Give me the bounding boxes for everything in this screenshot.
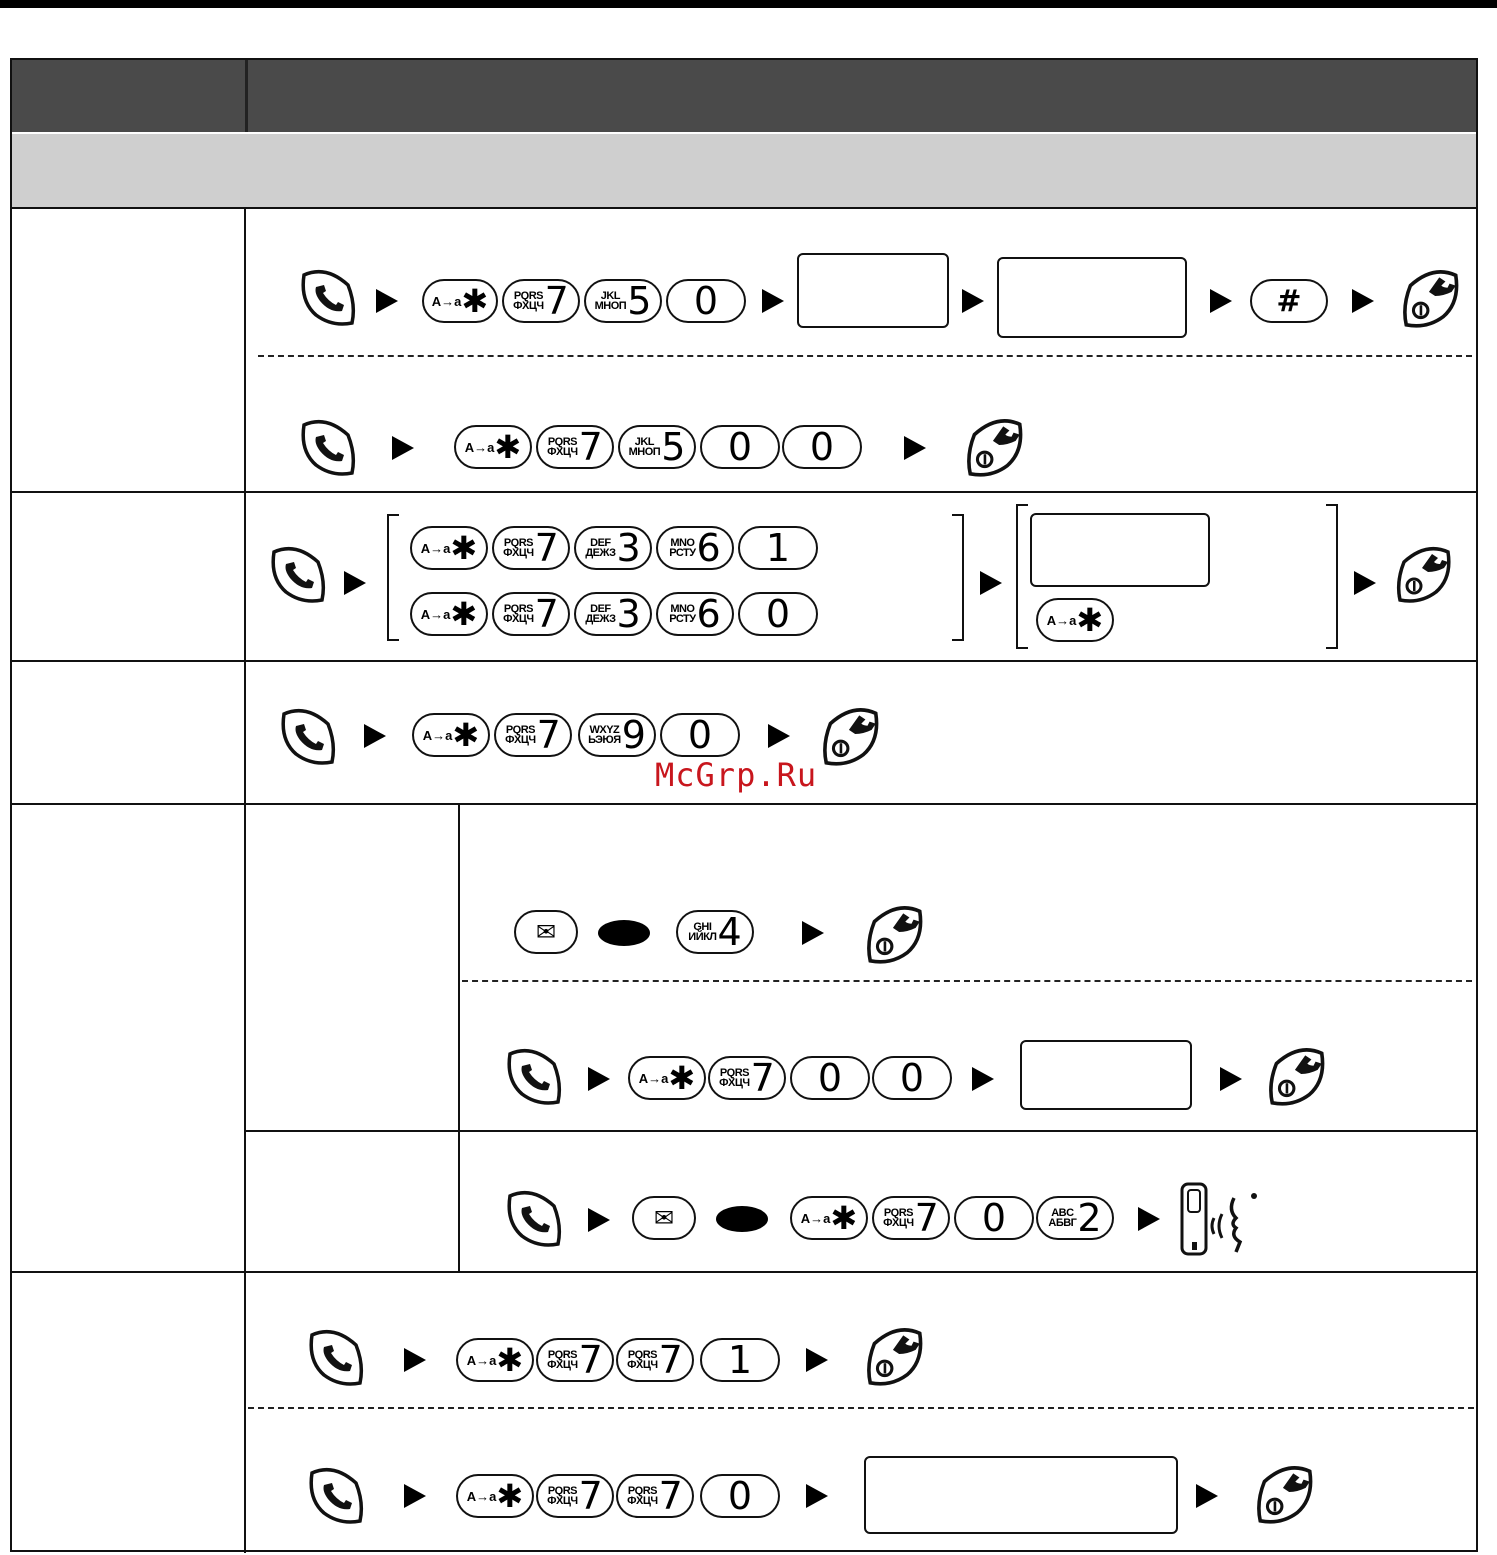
- key-6: MNO РСТУ 6: [656, 526, 734, 570]
- watermark: McGrp.Ru: [655, 756, 818, 794]
- key-0: 0: [738, 592, 818, 636]
- star-key: A→a ✱: [628, 1056, 706, 1100]
- arrow-icon: [1352, 289, 1374, 313]
- star-key: A→a ✱: [422, 279, 498, 323]
- offhook-icon: [502, 1044, 566, 1108]
- offhook-icon: [296, 265, 360, 329]
- arrow-icon: [588, 1067, 610, 1091]
- key-7: PQRS ФХЦЧ 7: [872, 1196, 950, 1240]
- header-divider: [245, 60, 248, 132]
- arrow-icon: [962, 289, 984, 313]
- bracket-left: [387, 514, 399, 641]
- offhook-icon: [266, 542, 330, 606]
- entry-box: [997, 257, 1187, 338]
- dashed-separator: [258, 355, 1472, 357]
- onhook-icon: [1398, 265, 1464, 331]
- star-key: A→a ✱: [454, 425, 532, 469]
- dot-icon: [716, 1206, 768, 1232]
- key-0: 0: [872, 1056, 952, 1100]
- dashed-separator: [462, 980, 1472, 982]
- key-0: 0: [954, 1196, 1034, 1240]
- key-0: 0: [782, 425, 862, 469]
- key-5: JKL МНОП 5: [618, 425, 696, 469]
- handset-voice-icon: [1170, 1180, 1280, 1260]
- arrow-icon: [806, 1348, 828, 1372]
- offhook-icon: [502, 1186, 566, 1250]
- key-3: DEF ДЕЖЗ 3: [574, 592, 652, 636]
- entry-box: [1030, 513, 1210, 587]
- key-7: PQRS ФХЦЧ 7: [536, 425, 614, 469]
- arrow-icon: [1354, 571, 1376, 595]
- column-divider: [244, 208, 246, 1553]
- key-7: PQRS ФХЦЧ 7: [502, 279, 580, 323]
- onhook-icon: [962, 414, 1028, 480]
- arrow-icon: [364, 724, 386, 748]
- offhook-icon: [296, 415, 360, 479]
- key-7: PQRS ФХЦЧ 7: [616, 1338, 694, 1382]
- arrow-icon: [904, 436, 926, 460]
- key-3: DEF ДЕЖЗ 3: [574, 526, 652, 570]
- bracket-right: [1326, 504, 1338, 649]
- arrow-icon: [806, 1484, 828, 1508]
- top-rule: [0, 0, 1497, 8]
- key-0: 0: [666, 279, 746, 323]
- row-divider: [10, 660, 1478, 662]
- key-0: 0: [790, 1056, 870, 1100]
- onhook-icon: [818, 703, 884, 769]
- arrow-icon: [392, 436, 414, 460]
- key-7: PQRS ФХЦЧ 7: [492, 592, 570, 636]
- row-divider: [10, 491, 1478, 493]
- arrow-icon: [376, 289, 398, 313]
- arrow-icon: [1196, 1484, 1218, 1508]
- bracket-left: [1016, 504, 1028, 649]
- star-key: A→a ✱: [410, 592, 488, 636]
- star-key: A→a ✱: [1036, 598, 1114, 642]
- key-7: PQRS ФХЦЧ 7: [536, 1338, 614, 1382]
- star-key: A→a ✱: [790, 1196, 868, 1240]
- arrow-icon: [768, 724, 790, 748]
- envelope-key-icon: ✉: [632, 1196, 696, 1240]
- bracket-right: [952, 514, 964, 641]
- onhook-icon: [862, 901, 928, 967]
- key-0: 0: [660, 713, 740, 757]
- key-7: PQRS ФХЦЧ 7: [536, 1474, 614, 1518]
- arrow-icon: [1138, 1207, 1160, 1231]
- dot-icon: [598, 920, 650, 946]
- key-7: PQRS ФХЦЧ 7: [492, 526, 570, 570]
- row-divider: [10, 207, 1478, 209]
- key-0: 0: [700, 425, 780, 469]
- procedure-table: [10, 58, 1478, 1552]
- arrow-icon: [1210, 289, 1232, 313]
- arrow-icon: [802, 921, 824, 945]
- key-5: JKL МНОП 5: [584, 279, 662, 323]
- onhook-icon: [862, 1323, 928, 1389]
- star-key: A→a ✱: [410, 526, 488, 570]
- key-4: GHI ИЙКЛ 4: [676, 910, 754, 954]
- entry-box: [864, 1456, 1178, 1534]
- table-header: [12, 60, 1476, 132]
- key-1: 1: [700, 1338, 780, 1382]
- section-header: [12, 134, 1476, 208]
- offhook-icon: [304, 1325, 368, 1389]
- star-key: A→a ✱: [412, 713, 490, 757]
- key-7: PQRS ФХЦЧ 7: [494, 713, 572, 757]
- key-2: ABC АБВГ 2: [1036, 1196, 1114, 1240]
- onhook-icon: [1252, 1461, 1318, 1527]
- hash-key: #: [1250, 279, 1328, 323]
- offhook-icon: [276, 704, 340, 768]
- star-key: A→a ✱: [456, 1474, 534, 1518]
- arrow-icon: [1220, 1067, 1242, 1091]
- column-divider: [458, 804, 460, 1271]
- arrow-icon: [980, 571, 1002, 595]
- arrow-icon: [404, 1348, 426, 1372]
- star-key: A→a ✱: [456, 1338, 534, 1382]
- arrow-icon: [344, 571, 366, 595]
- arrow-icon: [404, 1484, 426, 1508]
- entry-box: [1020, 1040, 1192, 1110]
- entry-box: [797, 253, 949, 328]
- key-6: MNO РСТУ 6: [656, 592, 734, 636]
- offhook-icon: [304, 1463, 368, 1527]
- onhook-icon: [1392, 542, 1456, 606]
- key-0: 0: [700, 1474, 780, 1518]
- key-1: 1: [738, 526, 818, 570]
- key-7: PQRS ФХЦЧ 7: [708, 1056, 786, 1100]
- arrow-icon: [588, 1208, 610, 1232]
- onhook-icon: [1264, 1043, 1330, 1109]
- row-divider: [10, 803, 1478, 805]
- key-7: PQRS ФХЦЧ 7: [616, 1474, 694, 1518]
- key-9: WXYZ ЬЭЮЯ 9: [578, 713, 656, 757]
- dashed-separator: [248, 1407, 1474, 1409]
- row-divider: [245, 1130, 1478, 1132]
- row-divider: [10, 1271, 1478, 1273]
- arrow-icon: [972, 1067, 994, 1091]
- envelope-key-icon: ✉: [514, 910, 578, 954]
- arrow-icon: [762, 289, 784, 313]
